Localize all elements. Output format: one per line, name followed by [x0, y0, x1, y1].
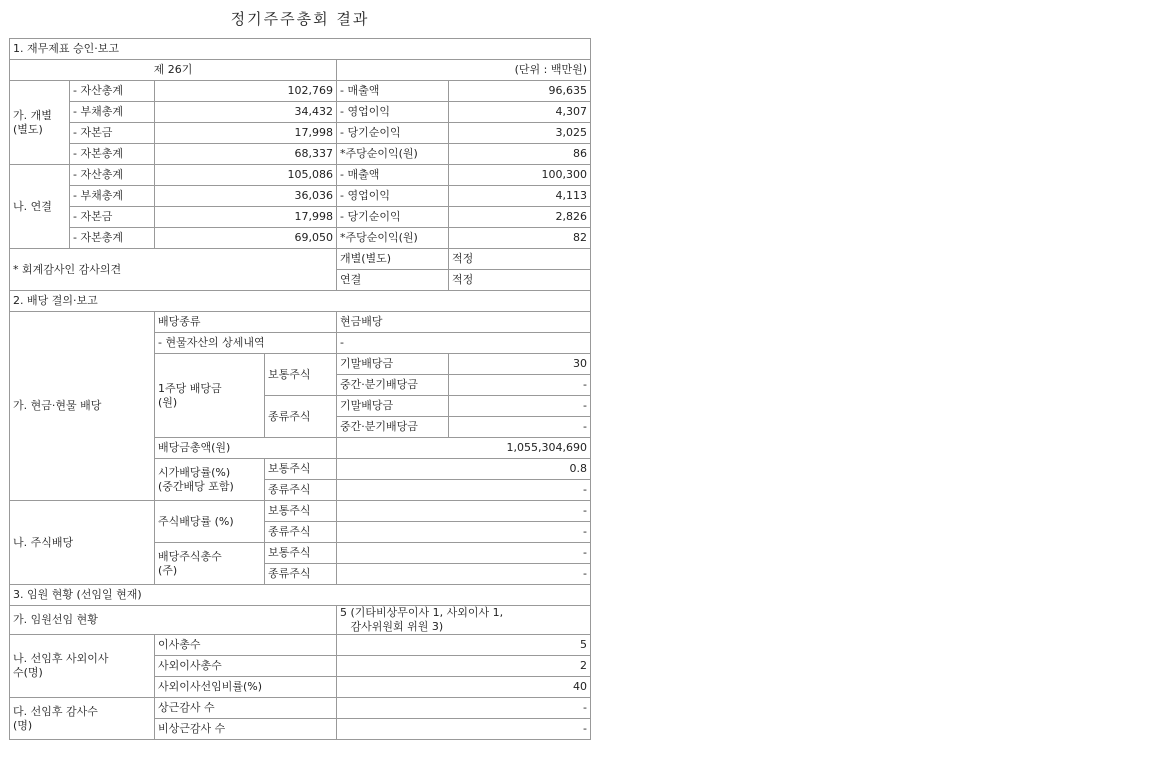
item-label: - 자본총계 — [70, 144, 155, 165]
table-row — [10, 144, 591, 165]
full-time-auditor-label: 상근감사 수 — [155, 698, 337, 719]
item-label: - 자본금 — [70, 207, 155, 228]
section-2-header: 2. 배당 결의·보고 — [10, 291, 591, 312]
table-row — [10, 698, 591, 719]
table-row — [10, 249, 591, 270]
total-directors-value: 5 — [337, 635, 591, 656]
period-row — [10, 60, 591, 81]
table-row — [10, 123, 591, 144]
section-3-header: 3. 임원 현황 (선임일 현재) — [10, 585, 591, 606]
item-label: *주당순이익(원) — [337, 144, 449, 165]
section-1-header-row — [10, 39, 591, 60]
item-label: - 당기순이익 — [337, 207, 449, 228]
inkind-detail-value: - — [337, 333, 591, 354]
count-preferred-value: - — [337, 564, 591, 585]
outside-director-count-label: 사외이사총수 — [155, 656, 337, 677]
common-stock-label: 보통주식 — [265, 459, 337, 480]
item-label: - 자본금 — [70, 123, 155, 144]
dividend-yield-label: 시가배당률(%) (중간배당 포함) — [155, 459, 265, 501]
yield-preferred-value: - — [337, 480, 591, 501]
table-row — [10, 606, 591, 635]
audit-separate-value: 적정 — [449, 249, 591, 270]
appointment-value: 5 (기타비상무이사 1, 사외이사 1, 감사위원회 위원 3) — [337, 606, 591, 635]
audit-consolidated-label: 연결 — [337, 270, 449, 291]
item-value: 102,769 — [155, 81, 337, 102]
item-label: - 자산총계 — [70, 165, 155, 186]
item-value: 86 — [449, 144, 591, 165]
item-value: 68,337 — [155, 144, 337, 165]
item-value: 3,025 — [449, 123, 591, 144]
preferred-stock-label: 종류주식 — [265, 564, 337, 585]
item-value: 17,998 — [155, 207, 337, 228]
item-label: - 부채총계 — [70, 186, 155, 207]
item-label: - 당기순이익 — [337, 123, 449, 144]
audit-separate-label: 개별(별도) — [337, 249, 449, 270]
section-1-header: 1. 재무제표 승인·보고 — [10, 39, 591, 60]
outside-director-label: 나. 선임후 사외이사 수(명) — [10, 635, 155, 698]
item-label: - 매출액 — [337, 165, 449, 186]
item-value: 34,432 — [155, 102, 337, 123]
outside-director-count-value: 2 — [337, 656, 591, 677]
table-row — [10, 635, 591, 656]
audit-consolidated-value: 적정 — [449, 270, 591, 291]
table-row — [10, 312, 591, 333]
shareholder-meeting-table — [9, 38, 591, 740]
item-value: 17,998 — [155, 123, 337, 144]
part-time-auditor-value: - — [337, 719, 591, 740]
item-label: - 부채총계 — [70, 102, 155, 123]
outside-director-ratio-value: 40 — [337, 677, 591, 698]
cash-dividend-label: 가. 현금·현물 배당 — [10, 312, 155, 501]
per-share-dividend-label: 1주당 배당금 (원) — [155, 354, 265, 438]
page-title: 정기주주총회 결과 — [230, 10, 370, 28]
preferred-stock-label: 종류주식 — [265, 396, 337, 438]
item-label: *주당순이익(원) — [337, 228, 449, 249]
item-value: 105,086 — [155, 165, 337, 186]
table-row — [10, 207, 591, 228]
yield-common-value: 0.8 — [337, 459, 591, 480]
common-stock-label: 보통주식 — [265, 543, 337, 564]
auditor-count-label: 다. 선임후 감사수 (명) — [10, 698, 155, 740]
common-yearend-value: 30 — [449, 354, 591, 375]
preferred-stock-label: 종류주식 — [265, 480, 337, 501]
common-interim-value: - — [449, 375, 591, 396]
item-value: 100,300 — [449, 165, 591, 186]
item-value: 4,307 — [449, 102, 591, 123]
table-row — [10, 228, 591, 249]
yearend-dividend-label: 기말배당금 — [337, 354, 449, 375]
item-label: - 영업이익 — [337, 102, 449, 123]
yearend-dividend-label: 기말배당금 — [337, 396, 449, 417]
item-value: 82 — [449, 228, 591, 249]
rate-preferred-value: - — [337, 522, 591, 543]
dividend-type-label: 배당종류 — [155, 312, 337, 333]
table-row — [10, 165, 591, 186]
part-time-auditor-label: 비상근감사 수 — [155, 719, 337, 740]
separate-label: 가. 개별 (별도) — [10, 81, 70, 165]
total-directors-label: 이사총수 — [155, 635, 337, 656]
stock-dividend-label: 나. 주식배당 — [10, 501, 155, 585]
item-label: - 매출액 — [337, 81, 449, 102]
stock-dividend-rate-label: 주식배당률 (%) — [155, 501, 265, 543]
item-value: 69,050 — [155, 228, 337, 249]
inkind-detail-label: - 현물자산의 상세내역 — [155, 333, 337, 354]
unit-label: (단위 : 백만원) — [337, 60, 591, 81]
interim-dividend-label: 중간·분기배당금 — [337, 375, 449, 396]
item-value: 36,036 — [155, 186, 337, 207]
item-value: 96,635 — [449, 81, 591, 102]
item-label: - 영업이익 — [337, 186, 449, 207]
stock-dividend-count-label: 배당주식총수 (주) — [155, 543, 265, 585]
table-row — [10, 501, 591, 522]
table-row — [10, 102, 591, 123]
item-label: - 자본총계 — [70, 228, 155, 249]
dividend-type-value: 현금배당 — [337, 312, 591, 333]
item-value: 4,113 — [449, 186, 591, 207]
preferred-yearend-value: - — [449, 396, 591, 417]
table-row — [10, 186, 591, 207]
item-label: - 자산총계 — [70, 81, 155, 102]
outside-director-ratio-label: 사외이사선임비률(%) — [155, 677, 337, 698]
interim-dividend-label: 중간·분기배당금 — [337, 417, 449, 438]
item-value: 2,826 — [449, 207, 591, 228]
preferred-interim-value: - — [449, 417, 591, 438]
common-stock-label: 보통주식 — [265, 501, 337, 522]
count-common-value: - — [337, 543, 591, 564]
preferred-stock-label: 종류주식 — [265, 522, 337, 543]
table-row — [10, 81, 591, 102]
appointment-label: 가. 임원선임 현황 — [10, 606, 337, 635]
audit-opinion-label: * 회계감사인 감사의견 — [10, 249, 337, 291]
period-label: 제 26기 — [10, 60, 337, 81]
section-2-header-row — [10, 291, 591, 312]
common-stock-label: 보통주식 — [265, 354, 337, 396]
consolidated-label: 나. 연결 — [10, 165, 70, 249]
section-3-header-row — [10, 585, 591, 606]
total-dividend-label: 배당금총액(원) — [155, 438, 337, 459]
full-time-auditor-value: - — [337, 698, 591, 719]
rate-common-value: - — [337, 501, 591, 522]
total-dividend-value: 1,055,304,690 — [337, 438, 591, 459]
